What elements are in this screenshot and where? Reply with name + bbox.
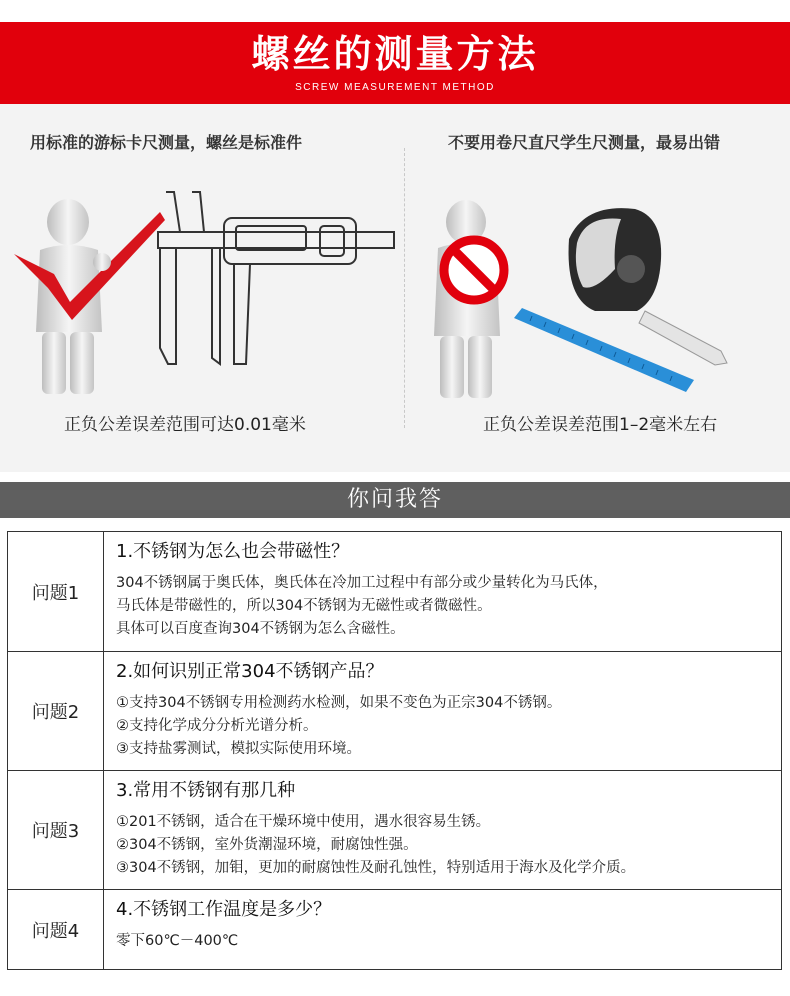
page-title: 螺丝的测量方法 (251, 32, 539, 76)
left-caption: 用标准的游标卡尺测量，螺丝是标准件 (30, 133, 303, 152)
ruler-icon (512, 304, 697, 404)
figure-with-checkmark-icon (10, 192, 170, 402)
answer-line: ①201不锈钢，适合在干燥环境中使用，遇水很容易生锈。 (116, 814, 491, 830)
question-title: 2.如何识别正常304不锈钢产品？ (116, 661, 384, 682)
qa-row-4 (8, 890, 782, 970)
answer-line: 马氏体是带磁性的，所以304不锈钢为无磁性或者微磁性。 (116, 598, 492, 614)
qa-section-header: 你问我答 (0, 482, 790, 518)
answer-line: 304不锈钢属于奥氏体，奥氏体在冷加工过程中有部分或少量转化为马氏体， (116, 575, 608, 591)
right-caption: 不要用卷尺直尺学生尺测量，最易出错 (448, 133, 721, 152)
qa-table (7, 531, 782, 970)
answer-line: 零下60℃－400℃ (116, 933, 239, 949)
panel-divider (404, 148, 405, 428)
page-subtitle: SCREW MEASUREMENT METHOD (295, 82, 495, 93)
left-tolerance-note: 正负公差误差范围可达0.01毫米 (64, 415, 306, 435)
question-label: 问题2 (8, 652, 104, 771)
measurement-compare-panel (0, 104, 790, 472)
answer-line: ②304不锈钢，室外货潮湿环境，耐腐蚀性强。 (116, 837, 418, 853)
qa-row-1 (8, 532, 782, 652)
question-title: 1.不锈钢为怎么也会带磁性？ (116, 541, 350, 562)
answer-line: ①支持304不锈钢专用检测药水检测，如果不变色为正宗304不锈钢。 (116, 695, 562, 711)
question-label: 问题3 (8, 771, 104, 890)
vernier-caliper-icon (150, 188, 400, 378)
answer-line: 具体可以百度查询304不锈钢为怎么含磁性。 (116, 621, 405, 637)
answer-line: ②支持化学成分分析光谱分析。 (116, 718, 318, 734)
question-title: 4.不锈钢工作温度是多少？ (116, 899, 332, 920)
question-label: 问题1 (8, 532, 104, 652)
qa-row-2 (8, 652, 782, 771)
right-tolerance-note: 正负公差误差范围1–2毫米左右 (483, 415, 718, 435)
title-banner (0, 22, 790, 104)
qa-row-3 (8, 771, 782, 890)
question-title: 3.常用不锈钢有那几种 (116, 780, 296, 801)
question-label: 问题4 (8, 890, 104, 970)
answer-line: ③304不锈钢，加钼，更加的耐腐蚀性及耐孔蚀性，特别适用于海水及化学介质。 (116, 860, 636, 876)
answer-line: ③支持盐雾测试，模拟实际使用环境。 (116, 741, 361, 757)
